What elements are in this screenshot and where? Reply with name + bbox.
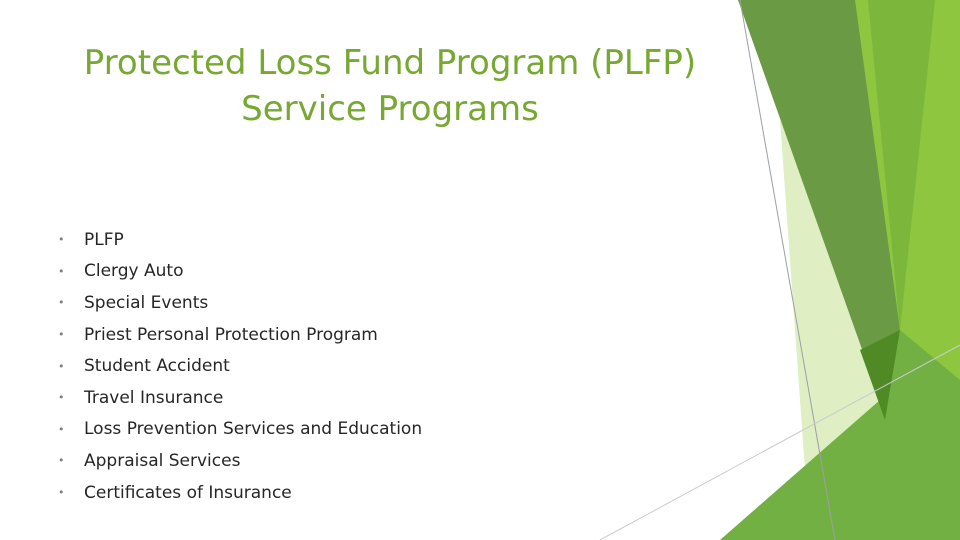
list-item-label: Priest Personal Protection Program: [84, 324, 378, 345]
title-line-2: Service Programs: [241, 89, 539, 129]
list-item: [58, 477, 422, 509]
list-item-label: PLFP: [84, 229, 124, 250]
list-item-label: Special Events: [84, 292, 209, 313]
bullet-icon: •: [58, 233, 65, 247]
list-item-label: Appraisal Services: [84, 450, 241, 471]
list-item-label: Travel Insurance: [84, 387, 224, 408]
list-item: [58, 382, 422, 414]
list-item: [58, 256, 422, 288]
bullet-icon: •: [58, 264, 65, 278]
list-item-label: Student Accident: [84, 356, 230, 377]
bullet-icon: •: [58, 328, 65, 342]
bullet-icon: •: [58, 391, 65, 405]
list-item-label: Clergy Auto: [84, 261, 184, 282]
list-item-label: Certificates of Insurance: [84, 482, 292, 503]
bullet-icon: •: [58, 486, 65, 500]
list-item: [58, 319, 422, 351]
bullet-icon: •: [58, 296, 65, 310]
list-item: [58, 287, 422, 319]
list-item: [58, 414, 422, 446]
bullet-icon: •: [58, 422, 65, 436]
page-title: [40, 40, 740, 132]
list-item-label: Loss Prevention Services and Education: [84, 419, 423, 440]
service-program-list: [58, 224, 422, 508]
title-line-1: Protected Loss Fund Program (PLFP): [83, 43, 697, 83]
list-item: [58, 350, 422, 382]
bullet-icon: •: [58, 454, 65, 468]
list-item: [58, 224, 422, 256]
list-item: [58, 445, 422, 477]
bullet-icon: •: [58, 359, 65, 373]
